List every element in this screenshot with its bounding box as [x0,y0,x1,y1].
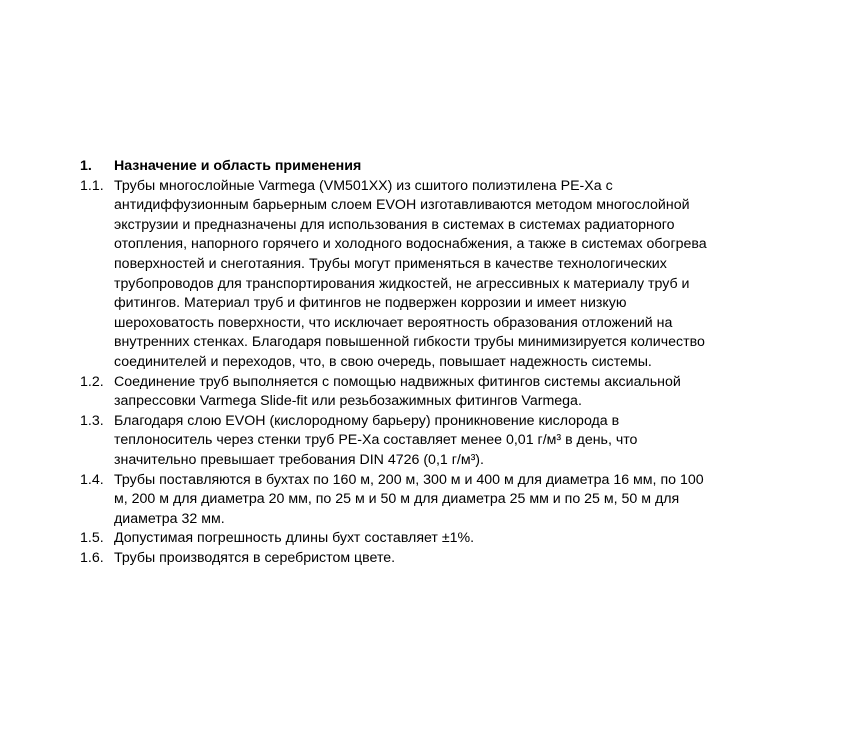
text-line: шероховатость поверхности, что исключает вероятность образования отложений на [114,314,673,331]
text-line: Трубы производятся в серебристом цвете. [114,549,396,566]
section-number: 1. [80,158,92,174]
text-line: соединителей и переходов, что, в свою очередь, повышает надежность системы. [114,353,652,370]
text-line: диаметра 32 мм. [114,510,225,527]
paragraph-text [114,177,760,373]
text-line: запрессовки Varmega Slide-fit или резьбозажимных фитингов Varmega. [114,393,582,410]
section-heading [80,157,760,177]
text-line: Трубы многослойные Varmega (VM501XX) из сшитого полиэтилена PE-Xa с [114,177,613,194]
paragraph-text [114,549,760,569]
paragraph-text [114,412,760,471]
text-line: внутренних стенках. Благодаря повышенной гибкости трубы минимизируется количество [114,334,705,351]
paragraph-text [114,373,760,412]
text-line: теплоноситель через стенки труб PE-Xa составляет менее 0,01 г/м³ в день, что [114,432,638,449]
document-body [80,157,760,568]
text-line: Благодаря слою EVOH (кислородному барьеру) проникновение кислорода в [114,412,620,429]
paragraph-1-6 [80,549,760,569]
paragraph-1-2 [80,373,760,412]
paragraph-1-5 [80,529,760,549]
text-line: антидиффузионным барьерным слоем EVOH изготавливаются методом многослойной [114,197,690,214]
paragraph-number: 1.6. [80,549,104,566]
paragraph-number: 1.1. [80,177,104,194]
text-line: фитингов. Материал труб и фитингов не подвержен коррозии и имеет низкую [114,295,627,312]
text-line: трубопроводов для транспортирования жидкостей, не агрессивных к материалу труб и [114,275,690,292]
text-line: отопления, напорного горячего и холодного водоснабжения, а также в системах обогрева [114,236,707,253]
text-line: поверхностей и снеготаяния. Трубы могут применяться в качестве технологических [114,255,667,272]
paragraph-number: 1.2. [80,373,104,390]
paragraph-text [114,471,760,530]
paragraph-1-3 [80,412,760,471]
text-line: значительно превышает требования DIN 4726 (0,1 г/м³). [114,451,484,468]
text-line: Допустимая погрешность длины бухт составляет ±1%. [114,530,475,547]
text-line: м, 200 м для диаметра 20 мм, по 25 м и 50 м для диаметра 25 мм и по 25 м, 50 м для [114,491,680,508]
section-title: Назначение и область применения [114,158,362,174]
paragraph-1-4 [80,471,760,530]
text-line: экструзии и предназначены для использования в системах в системах радиаторного [114,216,675,233]
text-line: Соединение труб выполняется с помощью надвижных фитингов системы аксиальной [114,373,681,390]
paragraph-number: 1.3. [80,412,104,429]
paragraph-number: 1.5. [80,530,104,547]
paragraph-number: 1.4. [80,471,104,488]
paragraph-text [114,529,760,549]
paragraph-1-1 [80,177,760,373]
text-line: Трубы поставляются в бухтах по 160 м, 200 м, 300 м и 400 м для диаметра 16 мм, по 100 [114,471,704,488]
